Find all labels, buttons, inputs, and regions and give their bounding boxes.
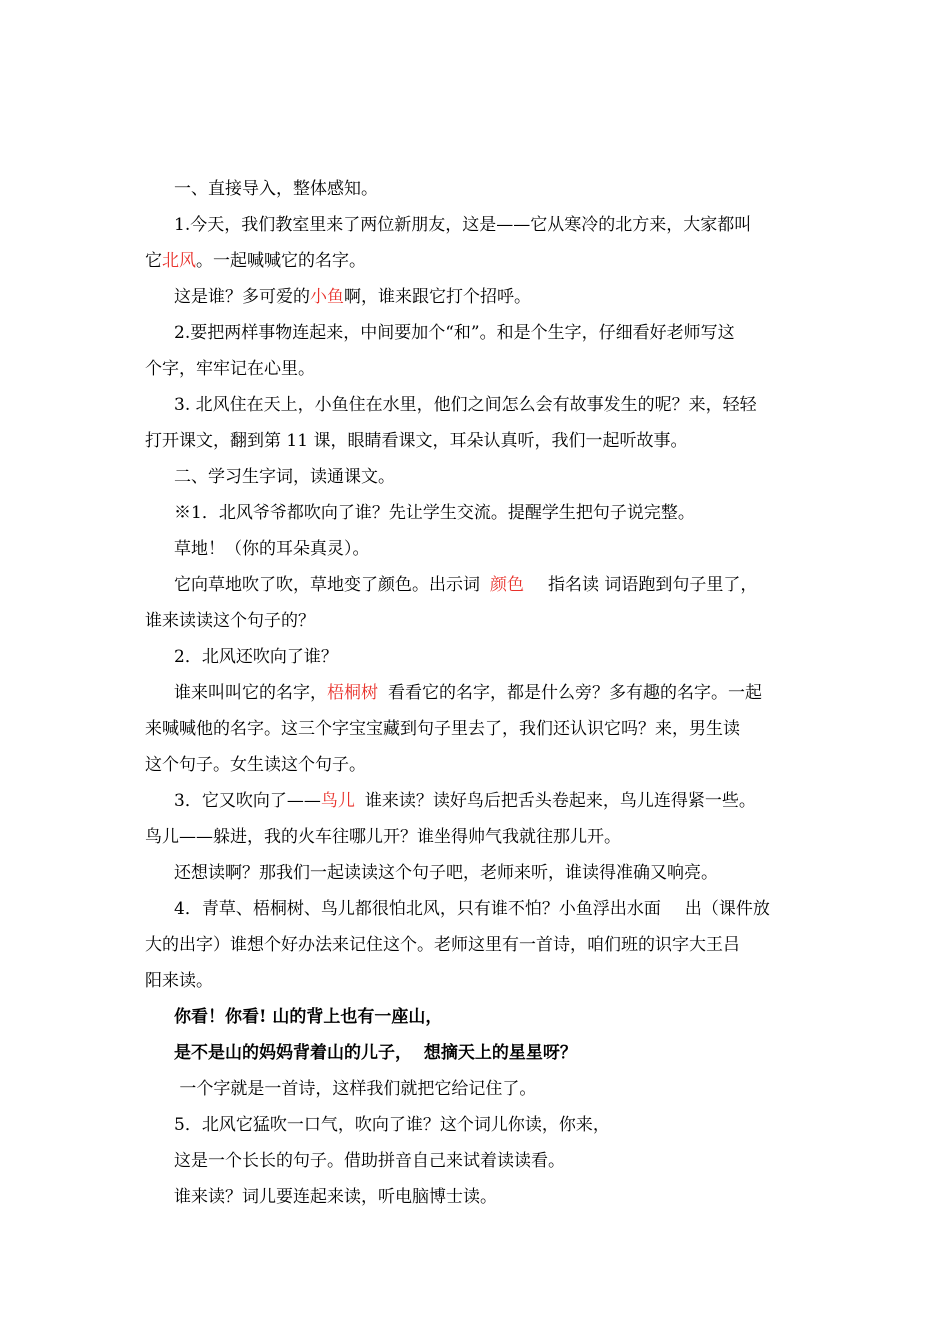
paragraph-line: 2.要把两样事物连起来，中间要加个“和”。和是个生字，仔细看好老师写这	[174, 323, 735, 343]
paragraph-line: ※1．北风爷爷都吹向了谁？先让学生交流。提醒学生把句子说完整。	[174, 503, 695, 523]
paragraph-line: 它向草地吹了吹，草地变了颜色。出示词 颜色 指名读 词语跑到句子里了，	[174, 575, 758, 595]
paragraph-line: 这是一个长长的句子。借助拼音自己来试着读读看。	[174, 1151, 565, 1171]
paragraph-line: 鸟儿——躲进，我的火车往哪儿开？谁坐得帅气我就往那儿开。	[145, 827, 621, 847]
highlight-word-wutongshu: 梧桐树	[327, 683, 378, 703]
section-heading-2: 二、学习生字词，读通课文。	[174, 467, 395, 487]
paragraph-line: 谁来读？词儿要连起来读，听电脑博士读。	[174, 1187, 497, 1207]
paragraph-line: 2．北风还吹向了谁？	[174, 647, 338, 667]
highlight-word-yanse: 颜色	[490, 575, 524, 595]
paragraph-line: 草地！（你的耳朵真灵）。	[174, 539, 370, 559]
paragraph-line: 一个字就是一首诗，这样我们就把它给记住了。	[174, 1079, 537, 1099]
paragraph-line: 个字，牢牢记在心里。	[145, 359, 315, 379]
paragraph-line: 这是谁？多可爱的小鱼啊，谁来跟它打个招呼。	[174, 287, 531, 307]
section-heading-1: 一、直接导入，整体感知。	[174, 179, 378, 199]
highlight-word-beifeng: 北风	[162, 251, 196, 271]
paragraph-line: 它北风。一起喊喊它的名字。	[145, 251, 366, 271]
paragraph-line: 大的出字）谁想个好办法来记住这个。老师这里有一首诗，咱们班的识字大王吕	[145, 935, 740, 955]
paragraph-line: 3. 北风住在天上，小鱼住在水里，他们之间怎么会有故事发生的呢？来，轻轻	[174, 395, 757, 415]
paragraph-line: 1.今天，我们教室里来了两位新朋友，这是——它从寒冷的北方来，大家都叫	[174, 215, 752, 235]
lesson-plan-body	[145, 171, 810, 1215]
highlight-word-xiaoyu: 小鱼	[310, 287, 344, 307]
paragraph-line: 打开课文，翻到第 11 课，眼睛看课文，耳朵认真听，我们一起听故事。	[145, 431, 688, 451]
paragraph-line: 这个句子。女生读这个句子。	[145, 755, 366, 775]
poem-line-2: 是不是山的妈妈背着山的儿子， 想摘天上的星星呀？	[174, 1043, 577, 1063]
paragraph-line: 谁来叫叫它的名字，梧桐树 看看它的名字，都是什么旁？多有趣的名字。一起	[174, 683, 762, 703]
paragraph-line: 4．青草、梧桐树、鸟儿都很怕北风，只有谁不怕？小鱼浮出水面 出（课件放	[174, 899, 770, 919]
paragraph-line: 3．它又吹向了——鸟儿 谁来读？读好鸟后把舌头卷起来，鸟儿连得紧一些。	[174, 791, 756, 811]
paragraph-line: 阳来读。	[145, 971, 213, 991]
poem-line-1: 你看！你看! 山的背上也有一座山，	[174, 1007, 443, 1027]
paragraph-line: 来喊喊他的名字。这三个字宝宝藏到句子里去了，我们还认识它吗？来，男生读	[145, 719, 740, 739]
paragraph-line: 还想读啊？那我们一起读读这个句子吧，老师来听，谁读得准确又响亮。	[174, 863, 718, 883]
paragraph-line: 谁来读读这个句子的？	[145, 611, 315, 631]
highlight-word-niaoer: 鸟儿	[320, 791, 355, 811]
paragraph-line: 5．北风它猛吹一口气，吹向了谁？这个词儿你读，你来，	[174, 1115, 610, 1135]
